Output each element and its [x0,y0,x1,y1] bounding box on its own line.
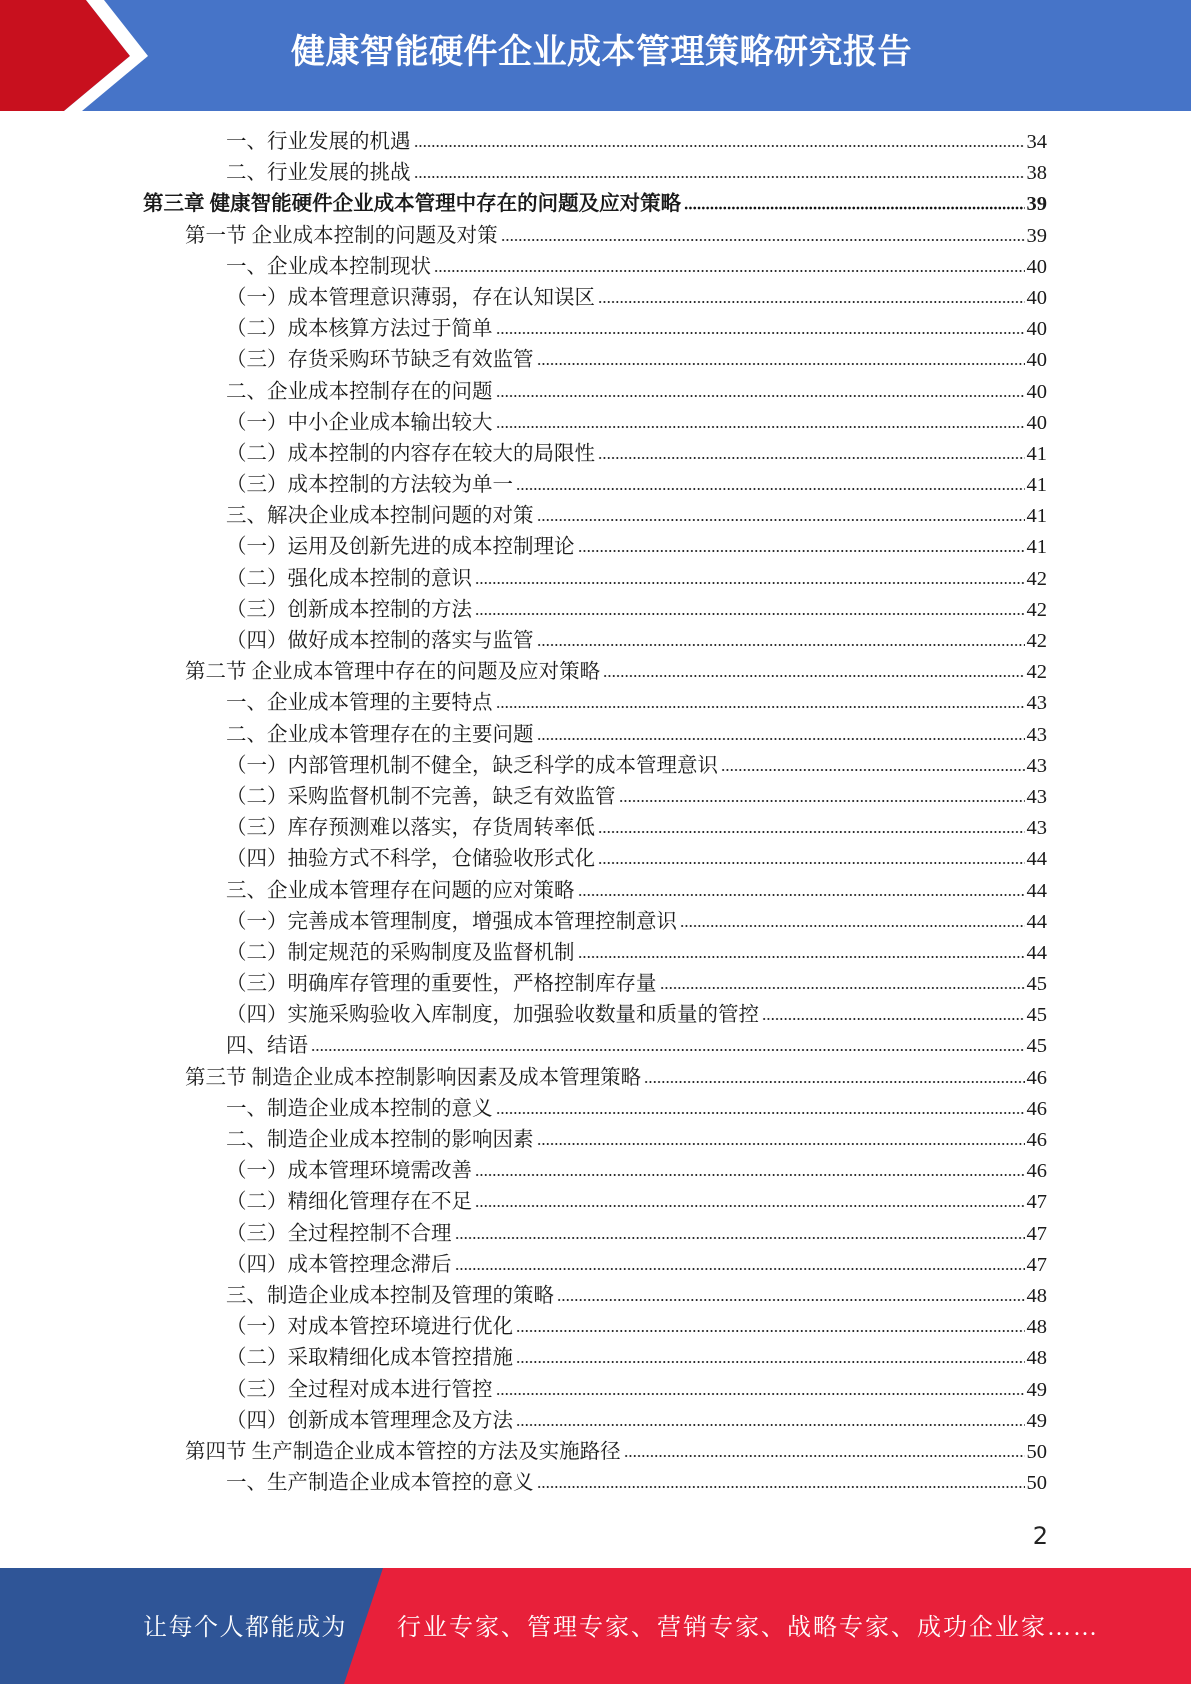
toc-entry-title: （二）成本控制的内容存在较大的局限性 [226,442,595,465]
toc-entry-page-number: 46 [1026,1097,1047,1120]
dot-leader [598,826,1025,834]
toc-entry-page-number: 40 [1026,255,1047,278]
dot-leader [501,234,1025,242]
toc-entry-title: （四）抽验方式不科学，仓储验收形式化 [226,848,595,871]
toc-entry-page-number: 40 [1026,349,1047,372]
toc-entry-page-number: 48 [1026,1316,1047,1339]
toc-entry [0,1406,1047,1437]
toc-entry-page-number: 40 [1026,286,1047,309]
dot-leader [496,1107,1025,1115]
toc-entry-page-number: 45 [1026,1004,1047,1027]
toc-entry-title: （三）全过程对成本进行管控 [226,1378,493,1401]
report-title: 健康智能硬件企业成本管理策略研究报告 [291,32,912,72]
dot-leader [557,1294,1025,1302]
toc-entry [0,1343,1047,1374]
toc-entry-page-number: 39 [1026,224,1047,247]
toc-entry-page-number: 49 [1026,1378,1047,1401]
toc-entry-page-number: 43 [1026,723,1047,746]
toc-entry [0,782,1047,813]
dot-leader [455,1263,1025,1271]
page-number: 2 [1032,1522,1048,1550]
toc-entry [0,1468,1047,1499]
toc-entry [0,1312,1047,1343]
dot-leader [644,1076,1024,1084]
toc-entry-title: 第二节 企业成本管理中存在的问题及应对策略 [185,661,601,684]
toc-entry-page-number: 46 [1026,1160,1047,1183]
dot-leader [434,265,1025,273]
toc-entry [0,158,1047,189]
toc-entry-title: 一、生产制造企业成本管控的意义 [226,1472,534,1495]
toc-entry-title: 第三章 健康智能硬件企业成本管理中存在的问题及应对策略 [143,193,682,216]
toc-entry-page-number: 44 [1026,879,1047,902]
toc-entry [0,844,1047,875]
dot-leader [762,1013,1025,1021]
toc-entry [0,470,1047,501]
dot-leader [721,764,1025,772]
dot-leader [475,608,1025,616]
dot-leader [516,483,1025,491]
dot-leader [496,1388,1025,1396]
toc-entry-title: （一）完善成本管理制度，增强成本管理控制意识 [226,910,677,933]
toc-entry [0,1031,1047,1062]
dot-leader [537,1138,1025,1146]
toc-entry-title: （三）存货采购环节缺乏有效监管 [226,349,534,372]
toc-entry-title: （三）创新成本控制的方法 [226,598,472,621]
toc-entry-page-number: 34 [1026,131,1047,153]
footer-banner [0,1568,1191,1684]
toc-entry-page-number: 42 [1026,598,1047,621]
dot-leader [603,670,1024,678]
dot-leader [496,701,1025,709]
toc-entry-page-number: 47 [1026,1191,1047,1214]
toc-entry [0,127,1047,158]
toc-entry-page-number: 46 [1026,1066,1047,1089]
toc-entry-title: 第一节 企业成本控制的问题及对策 [185,224,498,247]
toc-entry [0,1281,1047,1312]
toc-entry-page-number: 46 [1026,1129,1047,1151]
toc-entry-title: （一）成本管理环境需改善 [226,1160,472,1183]
toc-entry-title: （二）精细化管理存在不足 [226,1191,472,1214]
dot-leader [537,733,1025,741]
toc-entry-page-number: 43 [1026,692,1047,715]
toc-entry-page-number: 43 [1026,785,1047,808]
toc-entry-title: （三）库存预测难以落实，存货周转率低 [226,817,595,840]
toc-entry [0,377,1047,408]
toc-entry [0,314,1047,345]
toc-entry-title: （一）中小企业成本输出较大 [226,411,493,434]
dot-leader [598,452,1025,460]
dot-leader [578,889,1025,897]
toc-entry [0,688,1047,719]
toc-section-entry [0,1437,1047,1468]
toc-entry-page-number: 45 [1026,973,1047,996]
toc-entry-page-number: 42 [1026,630,1047,652]
toc-entry-title: （一）内部管理机制不健全，缺乏科学的成本管理意识 [226,754,718,777]
toc-entry [0,813,1047,844]
toc-entry [0,1219,1047,1250]
toc-entry-title: 二、企业成本管理存在的主要问题 [226,723,534,746]
table-of-contents [0,127,1047,1499]
dot-leader [414,140,1025,148]
dot-leader [537,358,1025,366]
toc-section-entry [0,1063,1047,1094]
dot-leader [537,1481,1025,1489]
toc-entry-title: 三、制造企业成本控制及管理的策略 [226,1284,554,1307]
toc-entry-title: （一）成本管理意识薄弱，存在认知误区 [226,286,595,309]
toc-entry [0,720,1047,751]
footer-slogan-left: 让每个人都能成为 [143,1615,347,1641]
toc-entry-page-number: 39 [1026,193,1047,216]
dot-leader [475,1169,1025,1177]
toc-entry-title: 一、制造企业成本控制的意义 [226,1097,493,1120]
toc-entry-title: 第三节 制造企业成本控制影响因素及成本管理策略 [185,1066,642,1089]
toc-entry-page-number: 44 [1026,848,1047,871]
toc-entry-title: （二）采取精细化成本管控措施 [226,1347,513,1370]
toc-entry-page-number: 45 [1026,1035,1047,1058]
toc-entry [0,1156,1047,1187]
toc-entry-title: 第四节 生产制造企业成本管控的方法及实施路径 [185,1440,621,1463]
toc-entry [0,1125,1047,1156]
toc-entry-title: 一、企业成本管理的主要特点 [226,692,493,715]
toc-entry-page-number: 41 [1026,536,1047,559]
toc-entry-title: 三、解决企业成本控制问题的对策 [226,505,534,528]
toc-chapter-entry [0,189,1047,220]
toc-entry-title: 四、结语 [226,1035,308,1058]
toc-entry-title: （二）成本核算方法过于简单 [226,318,493,341]
toc-entry-title: （四）成本管控理念滞后 [226,1253,452,1276]
toc-entry-title: （一）对成本管控环境进行优化 [226,1316,513,1339]
toc-entry-title: 二、企业成本控制存在的问题 [226,380,493,403]
dot-leader [496,421,1025,429]
toc-entry [0,408,1047,439]
toc-entry-title: 二、行业发展的挑战 [226,162,411,185]
toc-entry-page-number: 44 [1026,941,1047,964]
toc-entry [0,501,1047,532]
toc-entry-page-number: 50 [1026,1472,1047,1495]
toc-entry-title: （二）强化成本控制的意识 [226,567,472,590]
toc-entry-title: （四）实施采购验收入库制度，加强验收数量和质量的管控 [226,1004,759,1027]
toc-entry-page-number: 50 [1026,1440,1047,1463]
toc-entry [0,907,1047,938]
toc-entry-title: （二）制定规范的采购制度及监督机制 [226,941,575,964]
toc-entry-page-number: 48 [1026,1347,1047,1370]
toc-entry [0,532,1047,563]
toc-entry-title: 一、行业发展的机遇 [226,131,411,153]
dot-leader [311,1044,1025,1052]
toc-entry-title: （三）明确库存管理的重要性，严格控制库存量 [226,973,657,996]
dot-leader [516,1356,1025,1364]
toc-entry [0,345,1047,376]
toc-entry-title: （四）创新成本管理理念及方法 [226,1409,513,1432]
dot-leader [537,639,1025,647]
toc-entry [0,1250,1047,1281]
dot-leader [624,1450,1025,1458]
toc-entry-page-number: 40 [1026,380,1047,403]
footer-slogan-right: 行业专家、管理专家、营销专家、战略专家、成功企业家…… [397,1615,1099,1641]
toc-entry-page-number: 44 [1026,910,1047,933]
dot-leader [598,296,1025,304]
toc-entry [0,439,1047,470]
dot-leader [414,171,1025,179]
toc-entry [0,1375,1047,1406]
dot-leader [496,327,1025,335]
toc-entry [0,595,1047,626]
dot-leader [475,1200,1025,1208]
dot-leader [619,795,1025,803]
toc-entry [0,1000,1047,1031]
toc-entry-page-number: 41 [1026,505,1047,528]
toc-entry [0,938,1047,969]
toc-entry [0,1187,1047,1218]
toc-entry [0,876,1047,907]
toc-entry-page-number: 42 [1026,661,1047,684]
toc-entry-title: 二、制造企业成本控制的影响因素 [226,1129,534,1151]
toc-entry-page-number: 42 [1026,567,1047,590]
toc-entry-page-number: 49 [1026,1409,1047,1432]
toc-entry-page-number: 43 [1026,817,1047,840]
toc-entry-title: （三）全过程控制不合理 [226,1222,452,1245]
toc-entry-page-number: 40 [1026,318,1047,341]
dot-leader [684,202,1024,210]
toc-entry [0,283,1047,314]
toc-entry [0,626,1047,657]
toc-entry-title: 三、企业成本管理存在问题的应对策略 [226,879,575,902]
toc-entry-page-number: 47 [1026,1222,1047,1245]
dot-leader [516,1325,1025,1333]
dot-leader [455,1232,1025,1240]
toc-entry [0,564,1047,595]
toc-entry-title: 一、企业成本控制现状 [226,255,431,278]
toc-entry-title: （一）运用及创新先进的成本控制理论 [226,536,575,559]
toc-entry-page-number: 47 [1026,1253,1047,1276]
toc-entry-page-number: 41 [1026,442,1047,465]
dot-leader [537,514,1025,522]
dot-leader [516,1419,1025,1427]
dot-leader [578,545,1025,553]
toc-entry-title: （四）做好成本控制的落实与监管 [226,630,534,652]
toc-entry-page-number: 40 [1026,411,1047,434]
toc-entry [0,1094,1047,1125]
header-banner [0,0,1191,111]
toc-entry [0,252,1047,283]
dot-leader [475,577,1025,585]
dot-leader [598,857,1025,865]
toc-section-entry [0,221,1047,252]
dot-leader [680,920,1025,928]
dot-leader [496,390,1025,398]
toc-entry-page-number: 41 [1026,474,1047,497]
toc-entry-page-number: 48 [1026,1284,1047,1307]
toc-entry-title: （三）成本控制的方法较为单一 [226,474,513,497]
toc-entry-title: （二）采购监督机制不完善，缺乏有效监管 [226,785,616,808]
dot-leader [660,982,1025,990]
dot-leader [578,951,1025,959]
toc-entry-page-number: 38 [1026,162,1047,185]
toc-entry-page-number: 43 [1026,754,1047,777]
toc-section-entry [0,657,1047,688]
toc-entry [0,969,1047,1000]
toc-entry [0,751,1047,782]
